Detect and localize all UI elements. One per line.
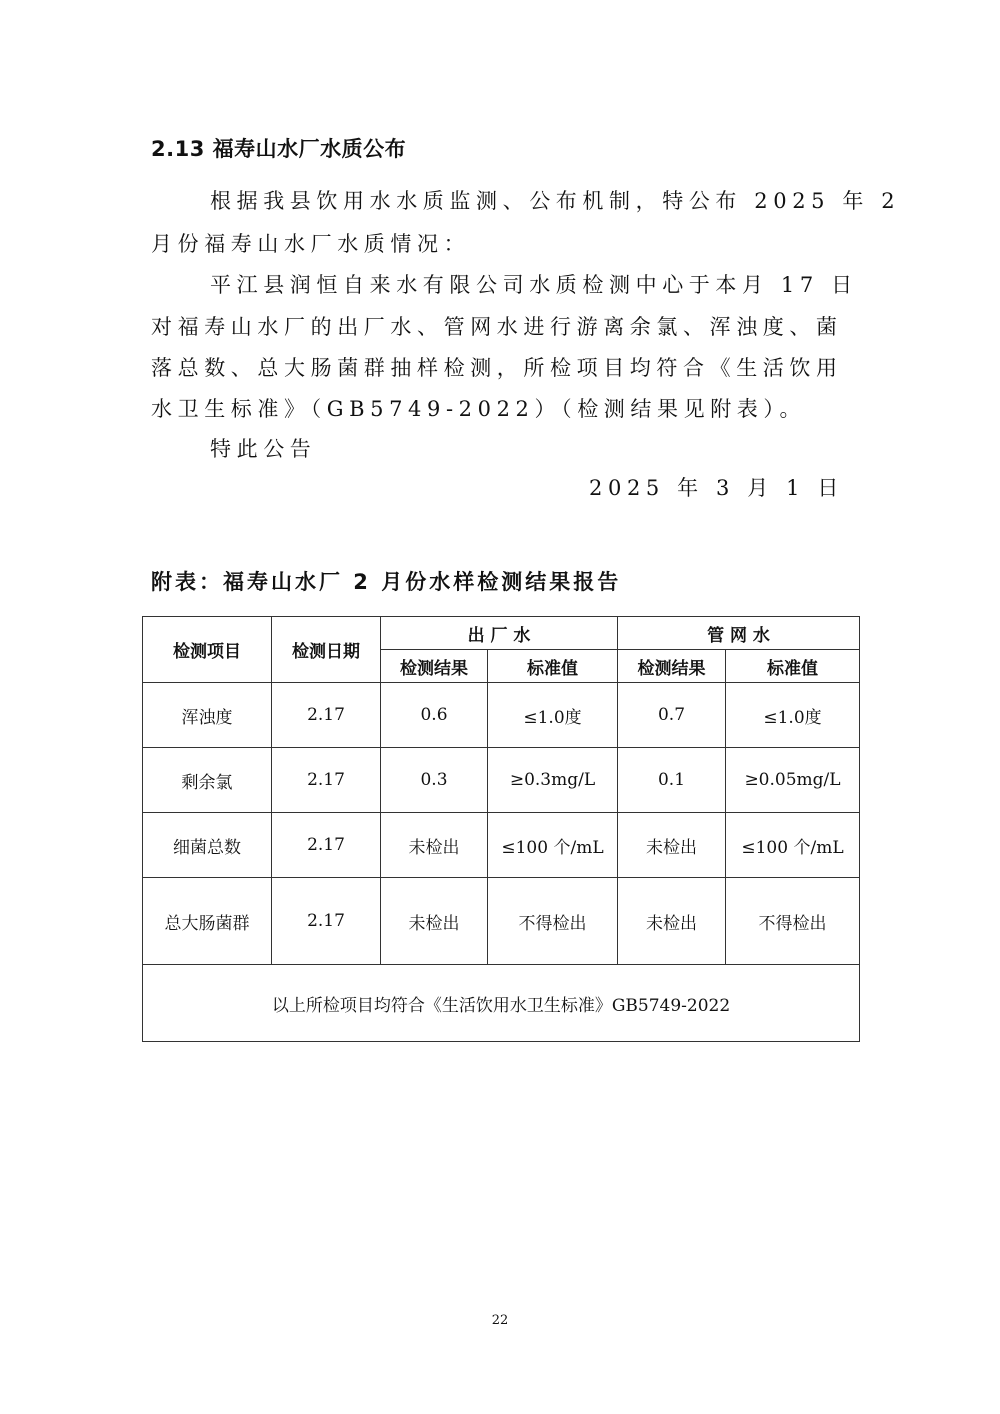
cell-factory-result: 未检出 (381, 813, 488, 878)
cell-network-standard: ≤100 个/mL (726, 813, 860, 878)
cell-date: 2.17 (272, 878, 381, 965)
header-network-result: 检测结果 (618, 650, 726, 683)
section-heading: 2.13 福寿山水厂水质公布 (151, 137, 407, 161)
table-row (143, 748, 860, 813)
notice-line: 对福寿山水厂的出厂水、管网水进行游离余氯、浑浊度、菌 (151, 315, 843, 339)
notice-line: 平江县润恒自来水有限公司水质检测中心于本月 17 日 (210, 273, 858, 297)
notice-line: 落总数、总大肠菌群抽样检测，所检项目均符合《生活饮用 (151, 356, 843, 380)
cell-factory-standard: ≤100 个/mL (488, 813, 618, 878)
cell-date: 2.17 (272, 748, 381, 813)
table-row (143, 813, 860, 878)
cell-factory-standard: ≥0.3mg/L (488, 748, 618, 813)
header-factory-standard: 标准值 (488, 650, 618, 683)
cell-network-standard: 不得检出 (726, 878, 860, 965)
cell-factory-standard: ≤1.0度 (488, 683, 618, 748)
cell-network-result: 未检出 (618, 878, 726, 965)
table-footer-note: 以上所检项目均符合《生活饮用水卫生标准》GB5749-2022 (143, 965, 860, 1042)
header-factory-water: 出 厂 水 (381, 617, 618, 650)
header-row (143, 617, 860, 650)
notice-line: 根据我县饮用水水质监测、公布机制，特公布 2025 年 2 (210, 189, 901, 213)
cell-network-result: 0.1 (618, 748, 726, 813)
cell-factory-result: 0.6 (381, 683, 488, 748)
cell-date: 2.17 (272, 813, 381, 878)
cell-item: 细菌总数 (143, 813, 272, 878)
notice-line: 月份福寿山水厂水质情况： (151, 232, 471, 256)
header-item: 检测项目 (143, 617, 272, 683)
header-network-standard: 标准值 (726, 650, 860, 683)
notice-date: 2025 年 3 月 1 日 (589, 476, 844, 500)
cell-network-standard: ≥0.05mg/L (726, 748, 860, 813)
table-row (143, 683, 860, 748)
header-date: 检测日期 (272, 617, 381, 683)
notice-line: 水卫生标准》（GB5749-2022）（检测结果见附表）。 (151, 397, 807, 421)
cell-item: 浑浊度 (143, 683, 272, 748)
header-network-water: 管 网 水 (618, 617, 860, 650)
cell-factory-result: 0.3 (381, 748, 488, 813)
cell-network-result: 未检出 (618, 813, 726, 878)
table-title: 附表：福寿山水厂 2 月份水样检测结果报告 (151, 570, 622, 594)
table-footer-row (143, 965, 860, 1042)
notice-line: 特此公告 (210, 437, 317, 461)
cell-factory-standard: 不得检出 (488, 878, 618, 965)
cell-network-standard: ≤1.0度 (726, 683, 860, 748)
header-factory-result: 检测结果 (381, 650, 488, 683)
table-row (143, 878, 860, 965)
results-table (142, 616, 860, 1042)
cell-item: 剩余氯 (143, 748, 272, 813)
cell-item: 总大肠菌群 (143, 878, 272, 965)
cell-date: 2.17 (272, 683, 381, 748)
page-number: 22 (491, 1313, 509, 1328)
cell-network-result: 0.7 (618, 683, 726, 748)
cell-factory-result: 未检出 (381, 878, 488, 965)
